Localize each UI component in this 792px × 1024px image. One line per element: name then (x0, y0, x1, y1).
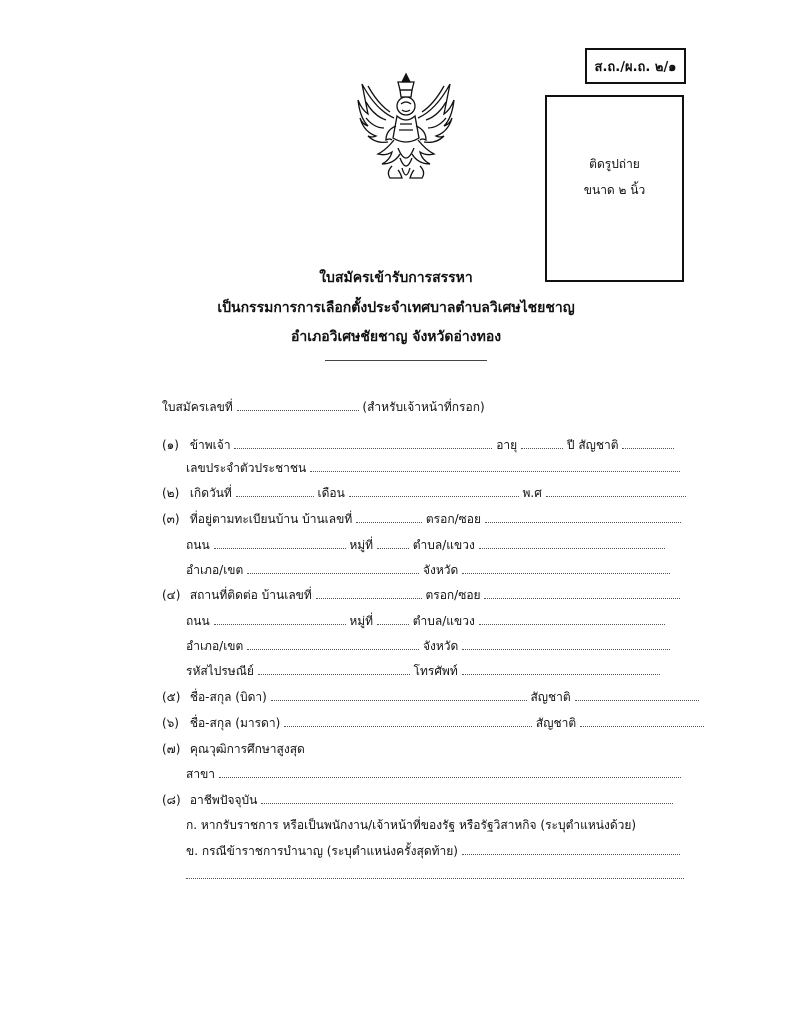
nationality-field[interactable] (622, 436, 674, 449)
registered-province-label: จังหวัด (422, 563, 459, 577)
mother-nationality-label: สัญชาติ (535, 716, 577, 730)
section-4-postal-row (186, 662, 660, 681)
id-field[interactable] (310, 459, 680, 472)
section-4-road-row (186, 612, 665, 631)
postal-code-field[interactable] (258, 662, 410, 675)
contact-subdistrict-field[interactable] (479, 612, 665, 625)
month-label: เดือน (317, 486, 345, 500)
registered-province-field[interactable] (462, 561, 670, 574)
photo-box (545, 95, 684, 282)
contact-house-no-field[interactable] (316, 586, 422, 599)
father-nationality-field[interactable] (575, 688, 699, 701)
section-8-number: (๘) (162, 793, 181, 807)
born-year-field[interactable] (546, 484, 686, 497)
section-7-row (162, 740, 305, 759)
contact-district-label: อำเภอ/เขต (186, 639, 244, 653)
section-2-row (162, 484, 686, 503)
section-7-number: (๗) (162, 742, 181, 756)
registered-subdistrict-label: ตำบล/แขวง (412, 538, 475, 552)
registered-address-label: ที่อยู่ตามทะเบียนบ้าน บ้านเลขที่ (189, 512, 353, 526)
section-5-row (162, 688, 699, 707)
age-label: อายุ (496, 438, 518, 452)
born-month-field[interactable] (349, 484, 519, 497)
registered-moo-field[interactable] (377, 536, 409, 549)
registered-road-label: ถนน (186, 538, 210, 552)
age-field[interactable] (521, 436, 563, 449)
name-label: ข้าพเจ้า (189, 438, 231, 452)
section-6-number: (๖) (162, 716, 179, 730)
contact-subdistrict-label: ตำบล/แขวง (412, 614, 475, 628)
mother-name-label: ชื่อ-สกุล (มารดา) (189, 716, 281, 730)
major-row (186, 765, 681, 784)
mother-name-field[interactable] (284, 714, 532, 727)
registered-subdistrict-field[interactable] (479, 536, 665, 549)
section-1-row (162, 436, 674, 455)
application-number-field[interactable] (237, 398, 359, 411)
contact-moo-label: หมู่ที่ (349, 614, 374, 628)
section-3-district-row (186, 561, 670, 580)
postal-code-label: รหัสไปรษณีย์ (186, 664, 254, 678)
father-name-field[interactable] (271, 688, 527, 701)
registered-district-field[interactable] (247, 561, 419, 574)
section-2-number: (๒) (162, 486, 180, 500)
registered-alley-field[interactable] (485, 510, 681, 523)
mother-nationality-field[interactable] (580, 714, 704, 727)
contact-district-field[interactable] (247, 637, 419, 650)
photo-box-line1: ติดรูปถ่าย (589, 157, 640, 171)
garuda-emblem-icon (352, 68, 460, 186)
major-field[interactable] (219, 765, 681, 778)
section-5-number: (๕) (162, 690, 181, 704)
title-line2: เป็นกรรมการการเลือกตั้งประจำเทศบาลตำบลวิเศษไชยชาญ (217, 300, 575, 316)
occupation-field[interactable] (261, 791, 673, 804)
form-code: ส.ถ./ผ.ถ. ๒/๑ (594, 59, 677, 75)
registered-road-field[interactable] (214, 536, 346, 549)
contact-province-field[interactable] (462, 637, 670, 650)
contact-alley-field[interactable] (484, 586, 680, 599)
major-label: สาขา (186, 767, 216, 781)
id-label: เลขประจำตัวประชาชน (186, 461, 307, 475)
photo-box-line2: ขนาด ๒ นิ้ว (583, 183, 646, 197)
occupation-extra-field[interactable] (186, 866, 684, 879)
section-3-road-row (186, 536, 665, 555)
father-name-label: ชื่อ-สกุล (บิดา) (189, 690, 267, 704)
contact-province-label: จังหวัด (422, 639, 459, 653)
nationality-label: สัญชาติ (578, 438, 619, 452)
id-row (186, 459, 680, 478)
born-day-field[interactable] (236, 484, 314, 497)
education-label: คุณวุฒิการศึกษาสูงสุด (189, 742, 305, 756)
occupation-b-label: ข. กรณีข้าราชการบำนาญ (ระบุตำแหน่งครั้งสุดท้าย) (186, 844, 458, 858)
occupation-extra-row (186, 866, 684, 882)
section-3-row (162, 510, 681, 529)
contact-moo-field[interactable] (377, 612, 409, 625)
occupation-a-row (186, 816, 636, 835)
application-number-note: (สำหรับเจ้าหน้าที่กรอก) (362, 400, 485, 414)
occupation-label: อาชีพปัจจุบัน (189, 793, 258, 807)
contact-road-label: ถนน (186, 614, 210, 628)
title-line1: ใบสมัครเข้ารับการสรรหา (319, 270, 473, 286)
registered-house-no-field[interactable] (356, 510, 422, 523)
registered-moo-label: หมู่ที่ (349, 538, 374, 552)
be-label: พ.ศ (522, 486, 542, 500)
section-1-number: (๑) (162, 438, 179, 452)
name-field[interactable] (234, 436, 492, 449)
phone-field[interactable] (462, 662, 660, 675)
application-number-row (162, 398, 485, 417)
section-3-number: (๓) (162, 512, 180, 526)
occupation-b-row (186, 842, 680, 861)
phone-label: โทรศัพท์ (413, 664, 458, 678)
year-label: ปี (566, 438, 575, 452)
title-divider (325, 360, 487, 361)
application-number-label: ใบสมัครเลขที่ (162, 400, 233, 414)
section-4-row (162, 586, 680, 605)
section-4-district-row (186, 637, 670, 656)
born-label: เกิดวันที่ (189, 486, 232, 500)
contact-road-field[interactable] (214, 612, 346, 625)
contact-address-label: สถานที่ติดต่อ บ้านเลขที่ (189, 588, 312, 602)
title-line3: อำเภอวิเศษชัยชาญ จังหวัดอ่างทอง (290, 329, 502, 345)
section-6-row (162, 714, 704, 733)
section-4-number: (๔) (162, 588, 181, 602)
occupation-b-field[interactable] (462, 842, 680, 855)
form-code-box (585, 48, 686, 84)
father-nationality-label: สัญชาติ (530, 690, 571, 704)
registered-district-label: อำเภอ/เขต (186, 563, 244, 577)
occupation-a-label: ก. หากรับราชการ หรือเป็นพนักงาน/เจ้าหน้าที่ของรัฐ หรือรัฐวิสาหกิจ (ระบุตำแหน่งด้วย) (186, 818, 637, 832)
registered-alley-label: ตรอก/ซอย (425, 512, 482, 526)
section-8-row (162, 791, 673, 810)
contact-alley-label: ตรอก/ซอย (425, 588, 481, 602)
